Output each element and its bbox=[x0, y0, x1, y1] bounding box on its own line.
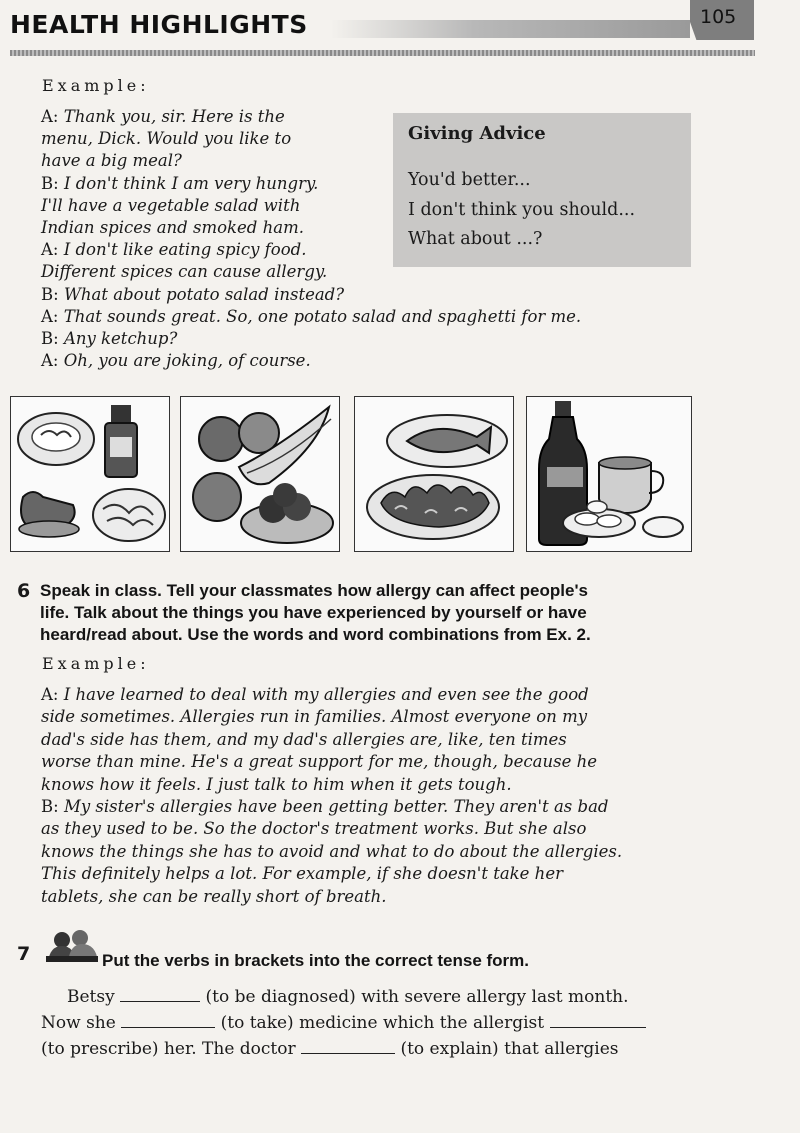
dialogue-text: knows how it feels. I just talk to him when it gets tough. bbox=[41, 774, 512, 794]
drink-and-cup-icon bbox=[526, 396, 692, 552]
exercise-number: 7 bbox=[17, 943, 31, 965]
dialogue-text: Any ketchup? bbox=[63, 329, 178, 349]
dialogue-text: This definitely helps a lot. For example, if she doesn't take her bbox=[41, 864, 563, 884]
fill-line-1 bbox=[67, 984, 629, 1010]
header-band bbox=[330, 20, 690, 38]
exercise-7-instruction: Put the verbs in brackets into the correct tense form. bbox=[102, 951, 530, 970]
dialogue-example-2 bbox=[41, 684, 622, 908]
dialogue-line bbox=[41, 350, 581, 372]
fill-text: Betsy bbox=[67, 987, 115, 1007]
dialogue-text: I'll have a vegetable salad with bbox=[41, 195, 301, 215]
fill-text: (to take) medicine which the allergist bbox=[220, 1013, 545, 1033]
fish-salad-icon bbox=[354, 396, 514, 552]
dialogue-text: tablets, she can be really short of breath. bbox=[41, 886, 387, 906]
dialogue-text: worse than mine. He's a great support for me, though, because he bbox=[41, 752, 597, 772]
dialogue-line bbox=[41, 818, 622, 840]
page-header bbox=[0, 0, 800, 60]
speaker-label: A: bbox=[41, 685, 59, 704]
dialogue-text: I don't think I am very hungry. bbox=[63, 173, 319, 193]
dialogue-line bbox=[41, 774, 622, 796]
dialogue-text: as they used to be. So the doctor's treatment works. But she also bbox=[41, 819, 587, 839]
dialogue-text: dad's side has them, and my dad's allergies are, like, ten times bbox=[41, 729, 567, 749]
fill-text: (to explain) that allergies bbox=[400, 1039, 619, 1059]
speaker-label: A: bbox=[41, 306, 59, 326]
speaker-label: B: bbox=[41, 173, 59, 193]
example-label: Example: bbox=[42, 76, 150, 95]
dialogue-text: Different spices can cause allergy. bbox=[41, 262, 328, 282]
speaker-label: A: bbox=[41, 240, 59, 260]
dialogue-text: Oh, you are joking, of course. bbox=[63, 351, 311, 371]
advice-item: You'd better... bbox=[408, 170, 531, 190]
fill-text: Now she bbox=[41, 1013, 116, 1033]
dialogue-line bbox=[41, 841, 622, 863]
dialogue-line bbox=[41, 328, 581, 350]
dialogue-text: Indian spices and smoked ham. bbox=[41, 218, 304, 238]
dialogue-text: have a big meal? bbox=[41, 151, 182, 171]
fill-line-3 bbox=[41, 1036, 619, 1062]
dialogue-text: That sounds great. So, one potato salad and spaghetti for me. bbox=[63, 306, 582, 326]
dialogue-line bbox=[41, 684, 622, 706]
speaker-label: B: bbox=[41, 329, 59, 349]
advice-title: Giving Advice bbox=[408, 123, 546, 144]
dialogue-text: knows the things she has to avoid and what to do about the allergies. bbox=[41, 841, 623, 861]
giving-advice-box bbox=[393, 113, 691, 267]
fill-text: (to prescribe) her. The doctor bbox=[41, 1039, 296, 1059]
advice-item: What about ...? bbox=[408, 229, 543, 249]
dialogue-line bbox=[41, 886, 622, 908]
page-title: HEALTH HIGHLIGHTS bbox=[10, 10, 308, 39]
example-label: Example: bbox=[42, 654, 150, 673]
dialogue-text: Thank you, sir. Here is the bbox=[63, 107, 285, 126]
page-number: 105 bbox=[700, 6, 737, 28]
exercise-number: 6 bbox=[17, 580, 31, 602]
instruction-line: life. Talk about the things you have experienced by yourself or have bbox=[40, 603, 587, 622]
dialogue-text: What about potato salad instead? bbox=[63, 284, 345, 304]
dialogue-line bbox=[41, 863, 622, 885]
speaker-label: B: bbox=[41, 797, 59, 817]
speaker-label: A: bbox=[41, 351, 59, 371]
dialogue-line bbox=[41, 751, 622, 773]
dialogue-text: I have learned to deal with my allergies and even see the good bbox=[63, 685, 589, 704]
dialogue-line bbox=[41, 796, 622, 818]
fill-line-2 bbox=[41, 1010, 646, 1036]
dialogue-text: menu, Dick. Would you like to bbox=[41, 129, 292, 149]
answer-blank[interactable] bbox=[120, 987, 200, 1002]
speaker-label: A: bbox=[41, 107, 59, 126]
dialogue-text: I don't like eating spicy food. bbox=[63, 240, 307, 260]
pair-work-icon bbox=[44, 928, 100, 964]
instruction-line: heard/read about. Use the words and word combinations from Ex. 2. bbox=[40, 625, 591, 644]
dialogue-text: My sister's allergies have been getting better. They aren't as bad bbox=[63, 797, 609, 817]
dialogue-line bbox=[41, 306, 581, 328]
plates-and-bottle-icon bbox=[10, 396, 170, 552]
fill-text: (to be diagnosed) with severe allergy last month. bbox=[205, 987, 629, 1007]
dialogue-line bbox=[41, 284, 581, 306]
answer-blank[interactable] bbox=[550, 1013, 646, 1028]
dialogue-line bbox=[41, 729, 622, 751]
instruction-line: Speak in class. Tell your classmates how allergy can affect people's bbox=[40, 581, 588, 600]
fruit-bowl-icon bbox=[180, 396, 340, 552]
header-rule bbox=[10, 50, 755, 56]
advice-item: I don't think you should... bbox=[408, 200, 636, 220]
dialogue-line bbox=[41, 706, 622, 728]
exercise-6-instructions bbox=[40, 580, 591, 646]
answer-blank[interactable] bbox=[121, 1013, 215, 1028]
speaker-label: B: bbox=[41, 284, 59, 304]
dialogue-text: side sometimes. Allergies run in families. Almost everyone on my bbox=[41, 707, 588, 727]
answer-blank[interactable] bbox=[301, 1039, 395, 1054]
